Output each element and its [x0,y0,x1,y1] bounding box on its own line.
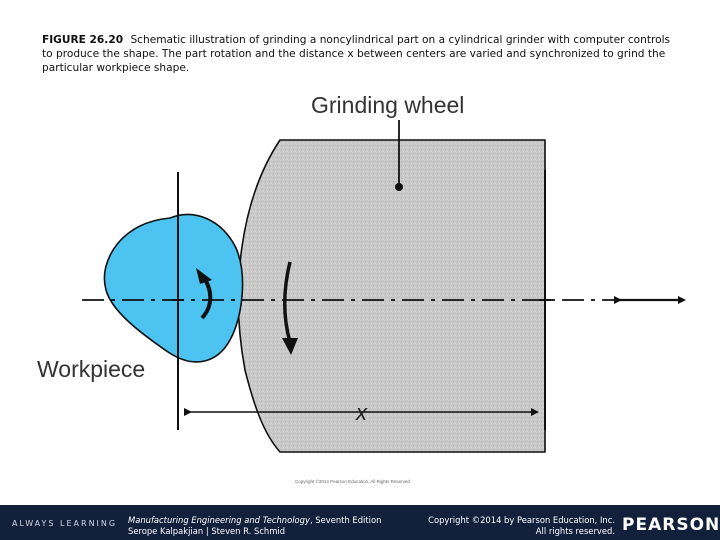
footer-bar [0,505,720,540]
book-edition: , Seventh Edition [309,515,382,525]
distance-x-label: x [356,400,367,425]
wheel-label-dot [395,183,403,191]
brand-tagline: ALWAYS LEARNING [12,519,118,528]
pearson-logo: PEARSON [622,515,720,535]
book-authors: Serope Kalpakjian | Steven R. Schmid [128,526,286,536]
book-title: Manufacturing Engineering and Technology [128,515,310,525]
workpiece-shape [104,215,242,362]
copyright-notice [414,515,615,537]
grinding-wheel-label: Grinding wheel [311,92,465,118]
diagram-copyright: Copyright ©2014 Pearson Education, All Rights Reserved [295,479,410,484]
copyright-line-1: Copyright ©2014 by Pearson Education, Inc. [428,515,615,525]
book-citation [128,515,381,537]
figure-label: FIGURE 26.20 [42,34,124,46]
workpiece-label: Workpiece [37,356,146,382]
figure-caption-text: Schematic illustration of grinding a noncylindrical part on a cylindrical grinder with computer controls to produce the shape. The part rotation and the distance x between centers are varied and synchronized to grind the particular workpiece shape. [42,34,671,75]
copyright-line-2: All rights reserved. [535,526,615,536]
